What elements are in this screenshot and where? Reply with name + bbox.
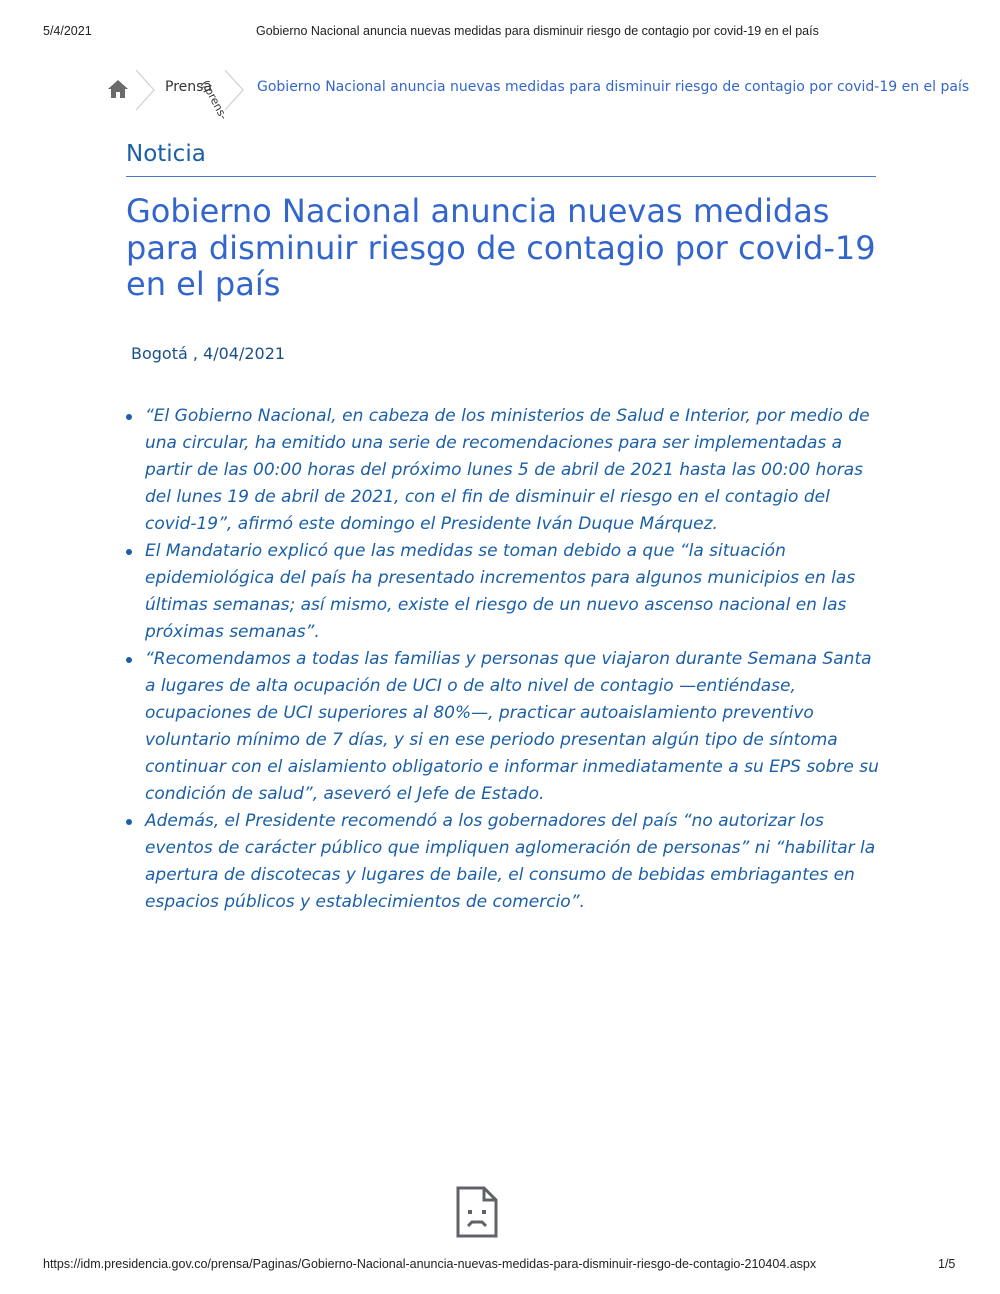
bullet-text: Además, el Presidente recomendó a los gobernadores del país “no autorizar los eventos de carácter público que impliquen aglomeración de personas” ni “habilitar la apertura de discotecas y lugares de baile, el consumo de bebidas embriagantes en espacios públicos y establecimientos de comercio”. [145, 811, 876, 912]
list-item [126, 403, 886, 538]
print-date: 5/4/2021 [43, 24, 92, 38]
print-url: https://idm.presidencia.gov.co/prensa/Paginas/Gobierno-Nacional-anuncia-nuevas-medidas-para-disminuir-riesgo-de-contagio-210404.aspx [43, 1257, 817, 1271]
breadcrumb-link-fragment: (/prens- [198, 78, 231, 122]
article-title: Gobierno Nacional anuncia nuevas medidas para disminuir riesgo de contagio por covid-19 en el país [126, 192, 876, 303]
home-icon[interactable] [105, 78, 131, 100]
print-header [0, 22, 1000, 42]
bullet-icon [126, 549, 132, 555]
print-footer [0, 1255, 1000, 1275]
bullet-icon [126, 657, 132, 663]
breadcrumb-current[interactable]: Gobierno Nacional anuncia nuevas medidas para disminuir riesgo de contagio por covid-19 en el país [257, 79, 970, 95]
chevron-right-icon [132, 68, 158, 112]
list-item [126, 808, 886, 916]
list-item [126, 538, 886, 646]
bullet-text: El Mandatario explicó que las medidas se toman debido a que “la situación epidemiológica del país ha presentado incrementos para algunos municipios en las últimas semanas; así mismo, existe el riesgo de un nuevo ascenso nacional en las próximas semanas”. [145, 541, 856, 642]
broken-image-icon [456, 1186, 498, 1238]
section-label: Noticia [126, 141, 206, 167]
print-title: Gobierno Nacional anuncia nuevas medidas para disminuir riesgo de contagio por covid-19 en el país [256, 24, 819, 38]
list-item [126, 646, 886, 808]
bullet-icon [126, 414, 132, 420]
article-dateline: Bogotá , 4/04/2021 [131, 344, 286, 363]
bullet-text: “Recomendamos a todas las familias y personas que viajaron durante Semana Santa a lugares de alta ocupación de UCI o de alto nivel de contagio —entiéndase, ocupaciones de UCI superiores al 80%—, practicar autoaislamiento preventivo voluntario mínimo de 7 días, y si en ese periodo presentan algún tipo de síntoma continuar con el aislamiento obligatorio e informar inmediatamente a su EPS sobre su condición de salud”, aseveró el Jefe de Estado. [145, 649, 879, 804]
bullet-text: “El Gobierno Nacional, en cabeza de los ministerios de Salud e Interior, por medio de una circular, ha emitido una serie de recomendaciones para ser implementadas a partir de las 00:00 horas del próximo lunes 5 de abril de 2021 hasta las 00:00 horas del lunes 19 de abril de 2021, con el fin de disminuir el riesgo en el contagio del covid-19”, afirmó este domingo el Presidente Iván Duque Márquez. [145, 406, 870, 534]
breadcrumb [105, 68, 970, 122]
bullet-icon [126, 819, 132, 825]
page-number: 1/5 [938, 1257, 956, 1271]
breadcrumb-prensa-link[interactable]: Prensa [165, 79, 213, 95]
section-divider [126, 176, 876, 177]
article-bullet-list [126, 403, 886, 916]
